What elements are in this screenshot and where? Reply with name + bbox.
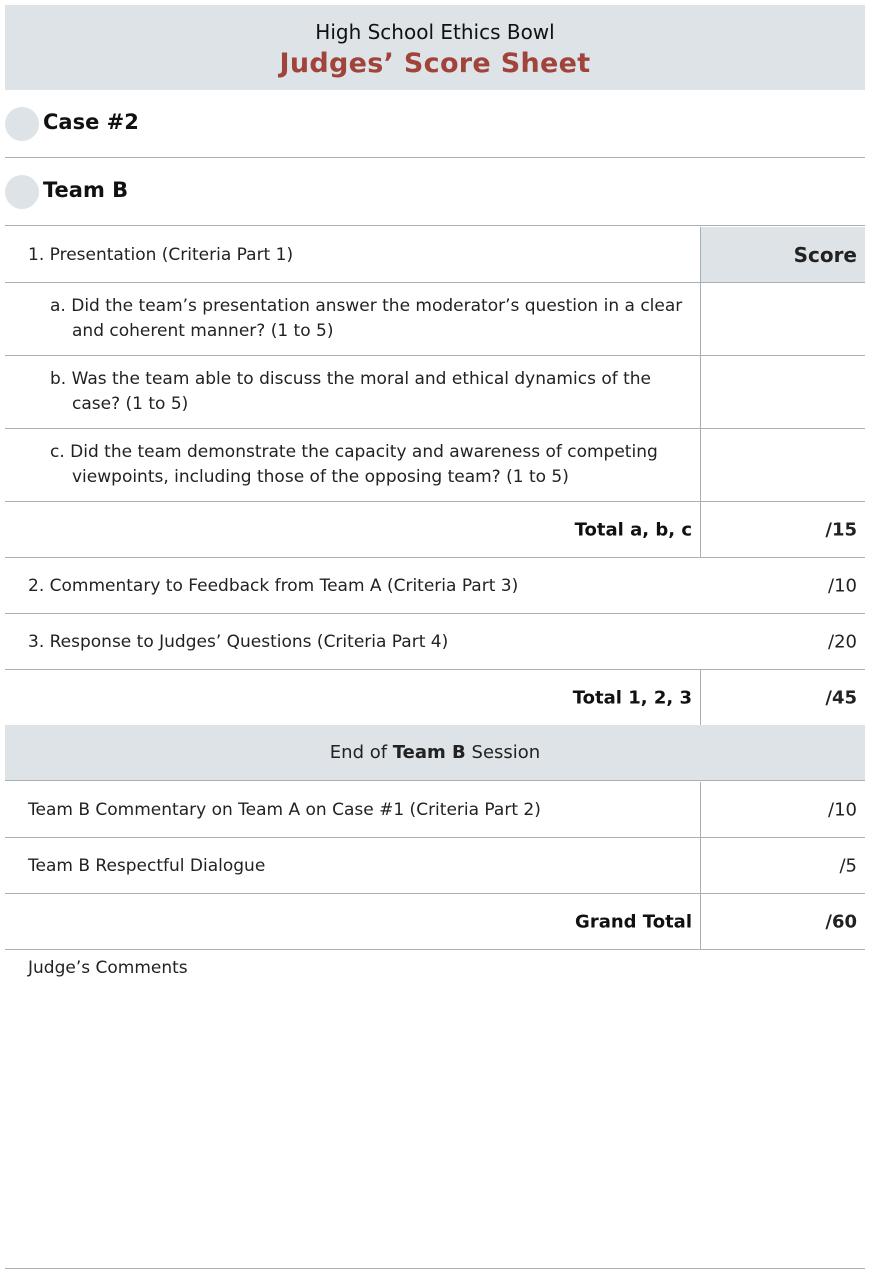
presentation-heading: 1. Presentation (Criteria Part 1) bbox=[28, 244, 294, 265]
total-abc-label: Total a, b, c bbox=[574, 519, 692, 540]
sheet-title: Judges’ Score Sheet bbox=[279, 48, 591, 79]
total-abc-max: /15 bbox=[825, 519, 857, 540]
grand-total-row bbox=[5, 894, 865, 950]
commentary-label: 2. Commentary to Feedback from Team A (Criteria Part 3) bbox=[28, 575, 519, 596]
total-123-max: /45 bbox=[825, 687, 857, 708]
response-row bbox=[5, 614, 865, 670]
item-c-text: Did the team demonstrate the capacity and awareness of competing viewpoints, including those of the opposing team? (1 to 5) bbox=[70, 442, 658, 487]
item-a-letter: a. bbox=[50, 296, 66, 316]
score-column-header bbox=[701, 227, 865, 282]
response-label: 3. Response to Judges’ Questions (Criteria Part 4) bbox=[28, 631, 449, 652]
case-label: Case #2 bbox=[43, 110, 139, 134]
score-sheet-header bbox=[5, 5, 865, 90]
item-c-letter: c. bbox=[50, 442, 65, 462]
response-score-field[interactable] bbox=[701, 614, 865, 669]
grand-total-max: /60 bbox=[825, 911, 857, 932]
respectful-dialogue-max: /5 bbox=[839, 855, 857, 876]
commentary-row bbox=[5, 558, 865, 614]
total-abc-field[interactable] bbox=[701, 502, 865, 557]
total-123-row bbox=[5, 670, 865, 726]
judges-comments-field[interactable] bbox=[5, 985, 865, 1268]
item-a-score-field[interactable] bbox=[701, 283, 865, 355]
respectful-dialogue-score-field[interactable] bbox=[701, 838, 865, 893]
session-team: Team B bbox=[392, 742, 466, 763]
team-commentary-row bbox=[5, 782, 865, 838]
team-commentary-label: Team B Commentary on Team A on Case #1 (Criteria Part 2) bbox=[28, 799, 541, 820]
presentation-heading-row bbox=[5, 227, 865, 283]
criteria-item-c bbox=[5, 429, 865, 502]
team-row bbox=[5, 159, 865, 226]
item-a-text: Did the team’s presentation answer the moderator’s question in a clear and coherent manner? (1 to 5) bbox=[71, 296, 683, 341]
grand-total-label: Grand Total bbox=[575, 911, 692, 932]
commentary-score-field[interactable] bbox=[701, 558, 865, 613]
session-suffix: Session bbox=[471, 742, 541, 763]
total-123-field[interactable] bbox=[701, 670, 865, 725]
total-123-label: Total 1, 2, 3 bbox=[572, 687, 692, 708]
judges-comments-label: Judge’s Comments bbox=[28, 958, 188, 978]
commentary-max: /10 bbox=[828, 575, 857, 596]
grand-total-field[interactable] bbox=[701, 894, 865, 949]
criteria-item-b bbox=[5, 356, 865, 429]
response-max: /20 bbox=[828, 631, 857, 652]
session-prefix: End of bbox=[329, 742, 388, 763]
case-row bbox=[5, 91, 865, 158]
session-banner bbox=[5, 725, 865, 781]
case-checkbox[interactable] bbox=[5, 107, 39, 141]
team-label: Team B bbox=[43, 178, 129, 202]
event-subtitle: High School Ethics Bowl bbox=[315, 20, 555, 44]
criteria-item-a bbox=[5, 283, 865, 356]
total-abc-row bbox=[5, 502, 865, 558]
item-c-score-field[interactable] bbox=[701, 429, 865, 501]
item-b-score-field[interactable] bbox=[701, 356, 865, 428]
team-commentary-max: /10 bbox=[828, 799, 857, 820]
respectful-dialogue-row bbox=[5, 838, 865, 894]
item-b-letter: b. bbox=[50, 369, 67, 389]
item-b-text: Was the team able to discuss the moral and ethical dynamics of the case? (1 to 5) bbox=[71, 369, 652, 414]
respectful-dialogue-label: Team B Respectful Dialogue bbox=[28, 855, 266, 876]
score-header-label: Score bbox=[793, 242, 857, 267]
bottom-divider bbox=[5, 1268, 865, 1269]
team-checkbox[interactable] bbox=[5, 175, 39, 209]
team-commentary-score-field[interactable] bbox=[701, 782, 865, 837]
